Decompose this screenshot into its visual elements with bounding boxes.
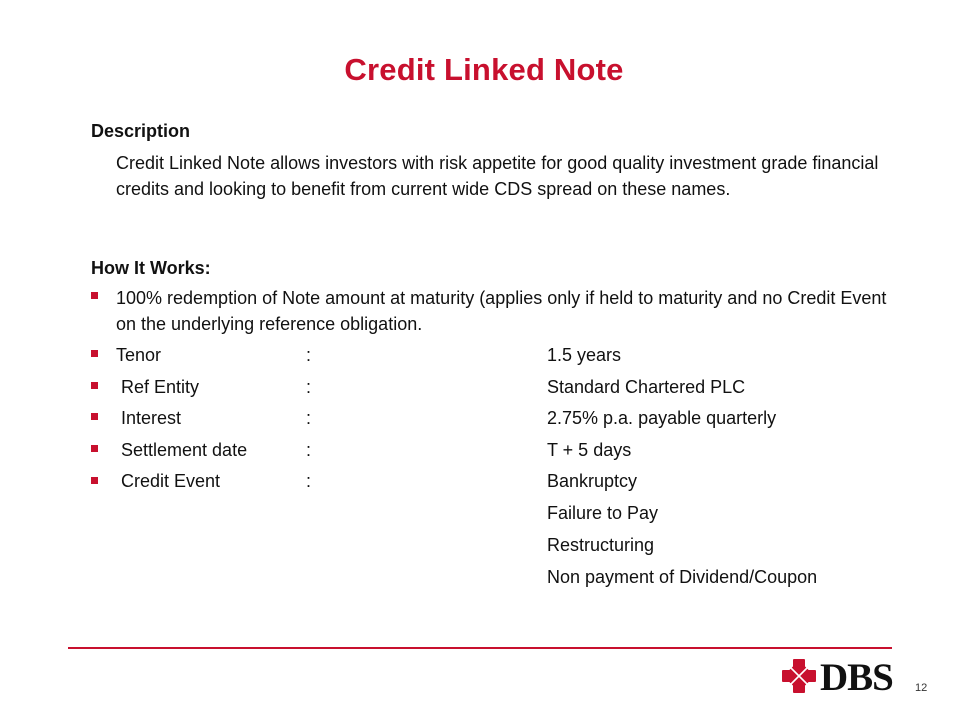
term-value-ref-entity: Standard Chartered PLC: [547, 377, 746, 397]
term-value-settlement-date: T + 5 days: [547, 440, 632, 460]
term-colon: :: [306, 377, 312, 397]
dbs-star-logo-icon: [782, 659, 816, 693]
square-bullet-icon: [91, 413, 101, 423]
redemption-text: 100% redemption of Note amount at maturity (applies only if held to maturity and no Credit Event on the underlying reference obligation.: [116, 288, 887, 334]
slide-title: Credit Linked Note: [344, 52, 624, 87]
term-label-settlement-date: Settlement date: [116, 440, 248, 460]
square-bullet-icon: [91, 382, 101, 392]
term-label-interest: Interest: [116, 408, 182, 428]
term-value-tenor: 1.5 years: [547, 345, 622, 365]
credit-event-item: Failure to Pay: [547, 503, 659, 523]
logo-text: DBS: [820, 656, 893, 699]
square-bullet-icon: [91, 292, 101, 302]
page-number: 12: [915, 682, 928, 694]
square-bullet-icon: [91, 477, 101, 487]
credit-event-item: Non payment of Dividend/Coupon: [547, 567, 818, 587]
square-bullet-icon: [91, 445, 101, 455]
term-label-tenor: Tenor: [116, 345, 162, 365]
footer-divider: [68, 647, 892, 649]
description-heading: Description: [91, 121, 191, 141]
term-label-ref-entity: Ref Entity: [116, 377, 200, 397]
term-label-credit-event: Credit Event: [116, 471, 221, 491]
credit-event-item: Restructuring: [547, 535, 655, 555]
term-colon: :: [306, 440, 312, 460]
term-value-interest: 2.75% p.a. payable quarterly: [547, 408, 777, 428]
square-bullet-icon: [91, 350, 101, 360]
term-colon: :: [306, 345, 312, 365]
term-value-credit-event: Bankruptcy: [547, 471, 638, 491]
description-text: Credit Linked Note allows investors with risk appetite for good quality investment grade financial credits and looking to benefit from current wide CDS spread on these names.: [116, 153, 879, 199]
term-colon: :: [306, 471, 312, 491]
how-it-works-heading: How It Works:: [91, 258, 211, 278]
dbs-logo: [782, 657, 902, 697]
term-colon: :: [306, 408, 312, 428]
